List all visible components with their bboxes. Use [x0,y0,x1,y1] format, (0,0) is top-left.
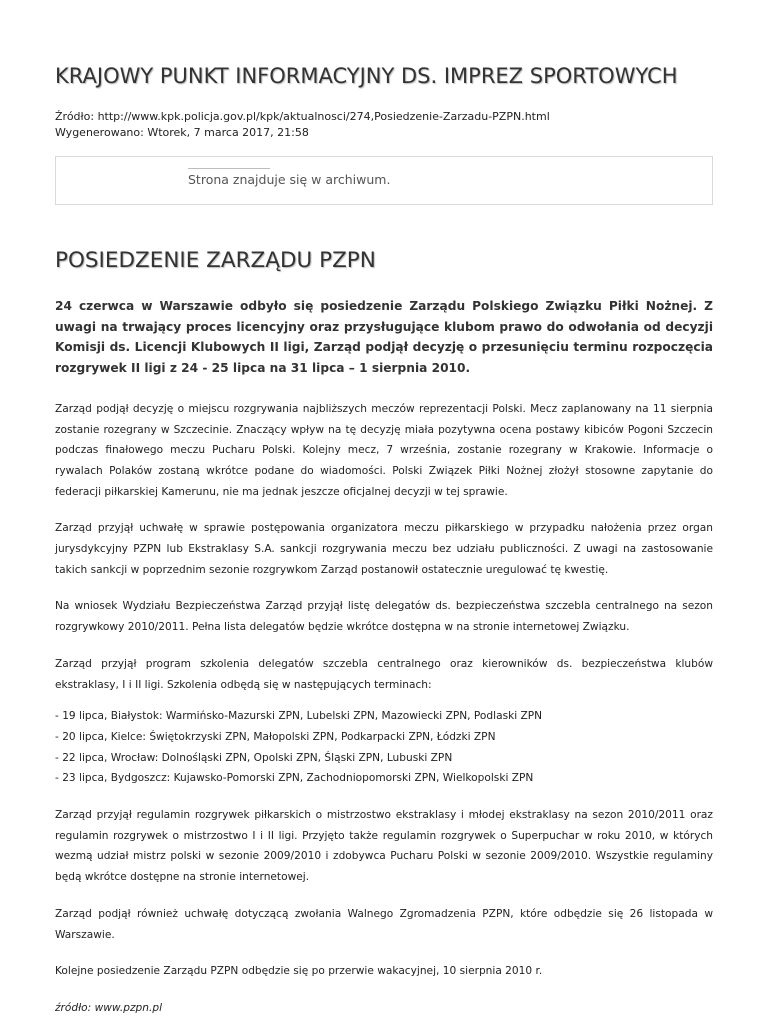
article-lead: 24 czerwca w Warszawie odbyło się posiedzenie Zarządu Polskiego Związku Piłki Nożnej. Z uwagi na trwający proces licencyjny oraz przysługujące klubom prawo do odwołania od decyzji Komisji ds. Licencji Klubowych II ligi, Zarząd podjął decyzję o przesunięciu terminu rozpoczęcia rozgrywek II ligi z 24 - 25 lipca na 31 lipca – 1 sierpnia 2010. [55,299,713,376]
article-paragraph: Zarząd przyjął regulamin rozgrywek piłkarskich o mistrzostwo ekstraklasy i młodej ekstraklasy na sezon 2010/2011 oraz regulamin rozgrywek o mistrzostwo I i II ligi. Przyjęto także regulamin rozgrywek o Superpuchar w roku 2010, w których wezmą udział mistrz polski w sezonie 2009/2010 i zdobywca Pucharu Polski w sezonie 2009/2010. Wszystkie regulaminy będą wkrótce dostępne na stronie internetowej. [55,809,713,884]
article-paragraph: Zarząd przyjął uchwałę w sprawie postępowania organizatora meczu piłkarskiego w przypadku nałożenia przez organ jurysdykcyjny PZPN lub Ekstraklasy S.A. sankcji rozgrywania meczu bez udziału publiczności. Z uwagi na zastosowanie takich sankcji w poprzednim sezonie rozgrywkom Zarząd postanowił ostatecznie uregulować tę kwestię. [55,522,713,576]
site-title: KRAJOWY PUNKT INFORMACYJNY DS. IMPREZ SPORTOWYCH [55,64,678,88]
archive-divider [188,168,270,169]
source-url-line: Źródło: http://www.kpk.policja.gov.pl/kpk/aktualnosci/274,Posiedzenie-Zarzadu-PZPN.html [55,110,550,123]
article-paragraph: Zarząd przyjął program szkolenia delegatów szczebla centralnego oraz kierowników ds. bezpieczeństwa klubów ekstraklasy, I i II ligi. Szkolenia odbędą się w następujących terminach: [55,657,713,691]
article-source-note: źródło: www.pzpn.pl [55,1001,163,1014]
schedule-item: - 19 lipca, Białystok: Warmińsko-Mazurski ZPN, Lubelski ZPN, Mazowiecki ZPN, Podlaski ZPN [55,710,543,723]
training-schedule-list [55,706,713,789]
archive-notice-text: Strona znajduje się w archiwum. [188,172,391,187]
archive-notice-box [55,156,713,205]
article-paragraph: Na wniosek Wydziału Bezpieczeństwa Zarząd przyjął listę delegatów ds. bezpieczeństwa szczebla centralnego na sezon rozgrywkowy 2010/2011. Pełna lista delegatów będzie wkrótce dostępna w na stronie internetowej Związku. [55,600,713,634]
article-paragraph: Kolejne posiedzenie Zarządu PZPN odbędzie się po przerwie wakacyjnej, 10 sierpnia 2010 r. [55,965,543,978]
article-title: POSIEDZENIE ZARZĄDU PZPN [55,248,376,273]
schedule-item: - 22 lipca, Wrocław: Dolnośląski ZPN, Opolski ZPN, Śląski ZPN, Lubuski ZPN [55,751,453,764]
schedule-item: - 20 lipca, Kielce: Świętokrzyski ZPN, Małopolski ZPN, Podkarpacki ZPN, Łódzki ZPN [55,730,496,743]
meta-info [55,109,713,141]
schedule-item: - 23 lipca, Bydgoszcz: Kujawsko-Pomorski ZPN, Zachodniopomorski ZPN, Wielkopolski ZPN [55,772,534,785]
article-paragraph: Zarząd podjął decyzję o miejscu rozgrywania najbliższych meczów reprezentacji Polski. Mecz zaplanowany na 11 sierpnia zostanie rozegrany w Szczecinie. Znaczący wpływ na tę decyzję miała pozytywna ocena postawy kibiców Pogoni Szczecin podczas finałowego meczu Pucharu Polski. Kolejny mecz, 7 września, zostanie rozegrany w Krakowie. Informacje o rywalach Polaków zostaną wkrótce podane do wiadomości. Polski Związek Piłki Nożnej złożył stosowne zapytanie do federacji piłkarskiej Kamerunu, nie ma jednak jeszcze oficjalnej decyzji w tej sprawie. [55,402,713,498]
generated-date-line: Wygenerowano: Wtorek, 7 marca 2017, 21:58 [55,126,309,139]
article-paragraph: Zarząd podjął również uchwałę dotyczącą zwołania Walnego Zgromadzenia PZPN, które odbędzie się 26 listopada w Warszawie. [55,907,713,941]
